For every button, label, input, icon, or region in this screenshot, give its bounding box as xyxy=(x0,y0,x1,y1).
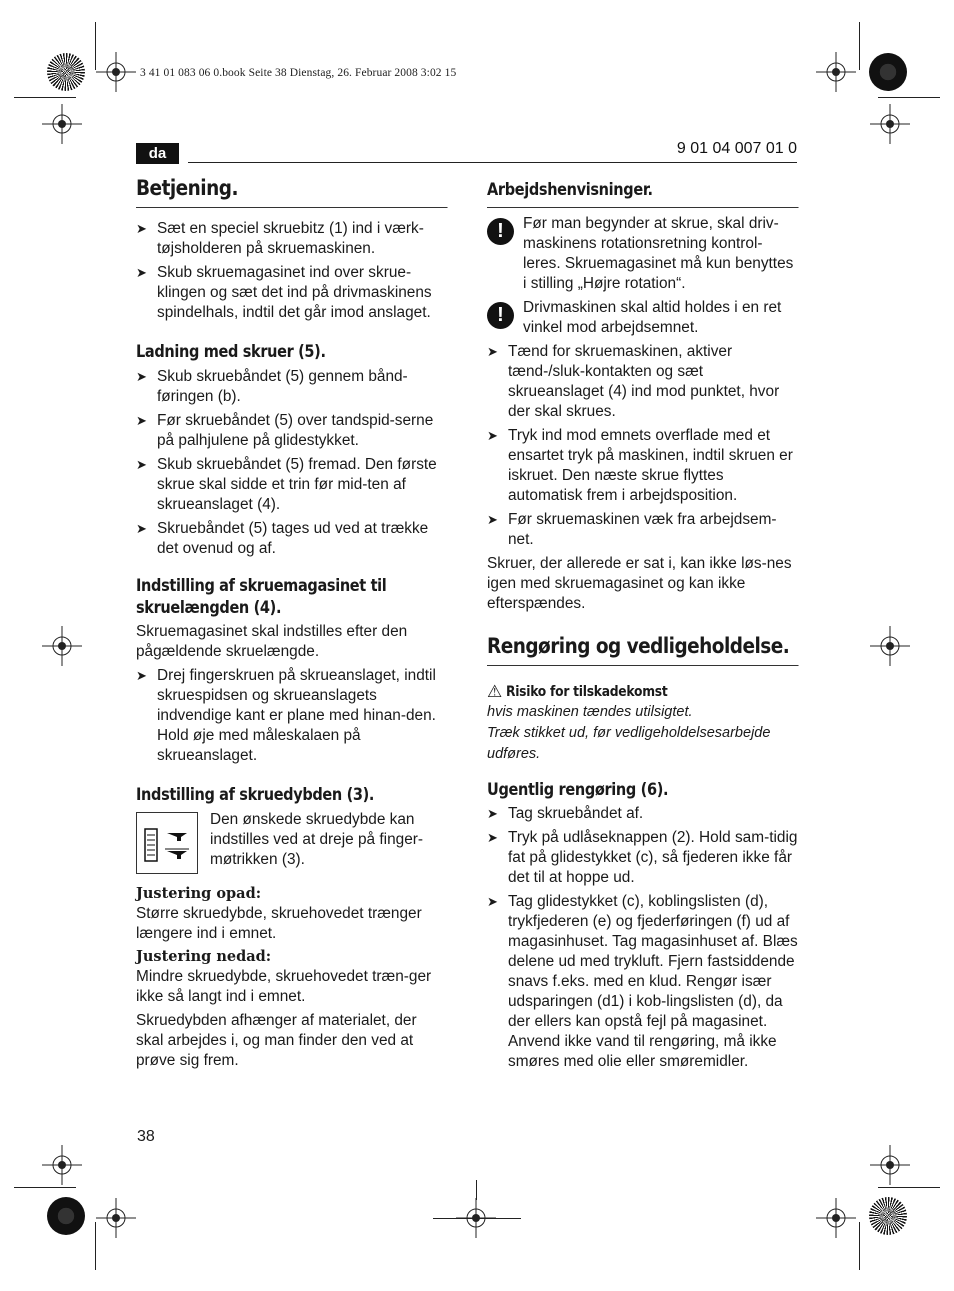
risk-line: Træk stikket ud, før vedligeholdelsesarbejde udføres. xyxy=(487,725,771,762)
attention-icon: ! xyxy=(487,218,514,245)
arrow-bullet-icon: ➤ xyxy=(487,344,498,359)
list-item: ➤ Skub skruemagasinet ind over skrue-klingen og sæt det ind på drivmaskinens spindelhals, indtil det går imod anslaget. xyxy=(136,264,432,321)
arrow-bullet-icon: ➤ xyxy=(487,830,498,845)
list-item: ➤ Tag skruebåndet af. xyxy=(487,805,644,822)
arrow-bullet-icon: ➤ xyxy=(487,894,498,909)
crop-mark xyxy=(878,1187,940,1188)
list-item: ➤ Før skruebåndet (5) over tandspid-serne på palhjulene på glidestykket. xyxy=(136,412,434,449)
risk-title: Risiko for tilskadekomst xyxy=(506,684,668,700)
cleaning-heading: Rengøring og vedligeholdelse. xyxy=(487,636,799,666)
registration-target-icon xyxy=(96,52,136,92)
arrow-bullet-icon: ➤ xyxy=(136,413,147,428)
color-wheel-icon xyxy=(47,1197,85,1235)
document-number: 9 01 04 007 01 0 xyxy=(676,140,797,157)
attention-note xyxy=(487,298,799,338)
adjust-down-label: Justering nedad: xyxy=(136,948,272,965)
registration-target-icon xyxy=(42,626,82,666)
registration-target-icon xyxy=(870,1145,910,1185)
magazine-heading: Indstilling af skruemagasinet til skruelængden (4). xyxy=(136,576,387,617)
depth-heading: Indstilling af skruedybden (3). xyxy=(136,785,375,804)
operation-heading: Betjening. xyxy=(136,178,448,208)
list-item: ➤ Skub skruebåndet (5) gennem bånd-føringen (b). xyxy=(136,368,408,405)
work-outro: Skruer, der allerede er sat i, kan ikke løs-nes igen med skruemagasinet og kan ikke efterspændes. xyxy=(487,555,792,612)
color-wheel-icon xyxy=(47,53,85,91)
depth-intro: Den ønskede skruedybde kan indstilles ved at dreje på finger-møtrikken (3). xyxy=(210,811,424,868)
crop-mark xyxy=(14,1187,76,1188)
arrow-bullet-icon: ➤ xyxy=(487,512,498,527)
registration-target-icon xyxy=(870,104,910,144)
crop-mark xyxy=(14,97,76,98)
list-item: ➤ Tryk på udlåseknappen (2). Hold sam-tidig fat på glidestykket (c), så fjederen ikke får det til at hoppe ud. xyxy=(487,829,798,886)
registration-target-icon xyxy=(42,1145,82,1185)
list-item: ➤ Drej fingerskruen på skrueanslaget, indtil skruespidsen og skrueanslagets indvendige kant er plane med hinan-den. Hold øje med måleskalaen på skrueanslaget. xyxy=(136,667,436,764)
registration-target-icon xyxy=(816,52,856,92)
book-file-line: 3 41 01 083 06 0.book Seite 38 Dienstag, 26. Februar 2008 3:02 15 xyxy=(140,67,457,79)
note-text: Drivmaskinen skal altid holdes i en ret vinkel mod arbejdsemnet. xyxy=(523,299,782,336)
arrow-bullet-icon: ➤ xyxy=(136,265,147,280)
work-heading: Arbejdshenvisninger. xyxy=(487,179,799,208)
attention-note xyxy=(487,214,799,294)
work-steps xyxy=(487,342,799,550)
attention-icon: ! xyxy=(487,302,514,329)
color-wheel-icon xyxy=(869,1197,907,1235)
note-text: Før man begynder at skrue, skal driv-maskinens rotationsretning kontrol-leres. Skruemagasinet må kun benyttes i stilling „Højre rotation“. xyxy=(523,215,794,292)
list-item: ➤ Skruebåndet (5) tages ud ved at trække det ovenud og af. xyxy=(136,520,429,557)
loading-heading: Ladning med skruer (5). xyxy=(136,342,326,361)
adjust-up-label: Justering opad: xyxy=(136,885,262,902)
list-item: ➤ Sæt en speciel skruebitz (1) ind i værk-tøjsholderen på skruemaskinen. xyxy=(136,220,424,257)
right-column xyxy=(487,178,799,1076)
operation-steps xyxy=(136,219,448,323)
list-item: ➤ Tag glidestykket (c), koblingslisten (d), trykfjederen (e) og fjederføringen (f) ud af magasinhuset. Tag magasinhuset af. Blæs delene ud med trykluft. Fjern fastsiddende snavs f.eks. med en klud. Rengør især udsparingen (d1) i kob-lingslisten (d), da der ellers kan opstå fejl på magasinet. Anvend ikke vand til rengøring, må ikke smøres med olie eller smøremidler. xyxy=(487,893,798,1070)
warning-triangle-icon: ⚠ xyxy=(487,682,503,701)
adjust-up-text: Større skruedybde, skruehovedet trænger længere ind i emnet. xyxy=(136,905,422,942)
magazine-steps xyxy=(136,666,448,766)
list-item: ➤ Før skruemaskinen væk fra arbejdsem-net. xyxy=(487,511,777,548)
arrow-bullet-icon: ➤ xyxy=(136,668,147,683)
risk-heading-row xyxy=(487,682,799,702)
adjust-down-text: Mindre skruedybde, skruehovedet træn-ger ikke så langt ind i emnet. xyxy=(136,968,432,1005)
depth-adjust-icon xyxy=(136,812,198,874)
crop-mark xyxy=(859,22,860,70)
list-item: ➤ Tænd for skruemaskinen, aktiver tænd-/sluk-kontakten og sæt skrueanslaget (4) ind mod punktet, hvor der skal skrues. xyxy=(487,343,780,420)
language-badge: da xyxy=(136,143,179,164)
registration-target-icon xyxy=(96,1198,136,1238)
arrow-bullet-icon: ➤ xyxy=(136,221,147,236)
color-wheel-icon xyxy=(869,53,907,91)
loading-steps xyxy=(136,367,448,559)
page-number: 38 xyxy=(137,1128,155,1145)
registration-target-icon xyxy=(42,104,82,144)
registration-target-icon xyxy=(870,626,910,666)
header-rule xyxy=(188,162,797,163)
arrow-bullet-icon: ➤ xyxy=(136,521,147,536)
arrow-bullet-icon: ➤ xyxy=(487,806,498,821)
arrow-bullet-icon: ➤ xyxy=(487,428,498,443)
weekly-steps xyxy=(487,804,799,1072)
risk-line: hvis maskinen tændes utilsigtet. xyxy=(487,704,693,720)
depth-intro-block xyxy=(136,810,448,874)
arrow-bullet-icon: ➤ xyxy=(136,369,147,384)
depth-outro: Skruedybden afhænger af materialet, der skal arbejdes i, og man finder den ved at prøve sig frem. xyxy=(136,1012,417,1069)
weekly-heading: Ugentlig rengøring (6). xyxy=(487,780,669,799)
list-item: ➤ Tryk ind mod emnets overflade med et ensartet tryk på maskinen, indtil skruen er iskruet. Den næste skrue flyttes automatisk frem i arbejdsposition. xyxy=(487,427,793,504)
crop-mark xyxy=(433,1218,521,1219)
crop-mark xyxy=(859,1222,860,1270)
arrow-bullet-icon: ➤ xyxy=(136,457,147,472)
magazine-intro: Skruemagasinet skal indstilles efter den pågældende skruelængde. xyxy=(136,623,408,660)
crop-mark xyxy=(476,1180,477,1200)
crop-mark xyxy=(878,97,940,98)
registration-target-icon xyxy=(816,1198,856,1238)
list-item: ➤ Skub skruebåndet (5) fremad. Den første skrue skal sidde et trin før mid-ten af skrueanslaget (4). xyxy=(136,456,437,513)
left-column xyxy=(136,178,448,1071)
